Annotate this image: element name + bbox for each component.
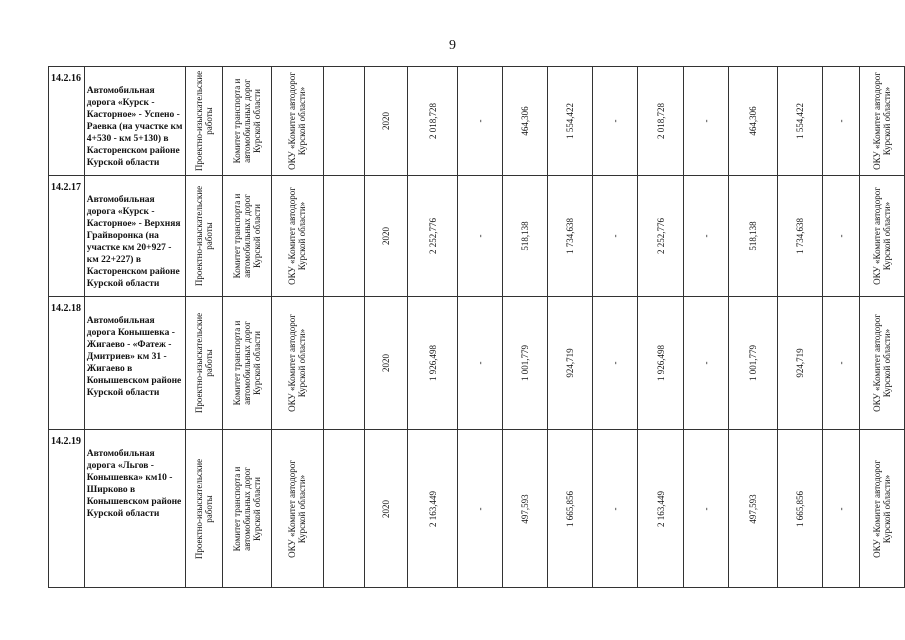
- customer-cell: [223, 176, 272, 297]
- value-8: 1 554,422: [794, 103, 805, 139]
- value-3: 1 554,422: [565, 103, 576, 139]
- work-type-cell: [185, 67, 222, 176]
- value-cell: [822, 67, 859, 176]
- value-9: -: [835, 234, 846, 238]
- work-type-cell: [185, 297, 222, 430]
- value-cell: [777, 297, 822, 430]
- year-cell: [365, 67, 408, 176]
- total-cell: [408, 176, 458, 297]
- value-cell: [458, 297, 503, 430]
- value-cell: [729, 297, 778, 430]
- value-1: -: [475, 119, 486, 123]
- value-cell: [684, 176, 729, 297]
- executor: ОКУ «Комитет автодорог Курской области»: [287, 314, 308, 412]
- responsible-cell: [860, 176, 905, 297]
- value-7: 1 001,779: [748, 345, 759, 381]
- responsible: ОКУ «Комитет автодорог Курской области»: [872, 314, 893, 412]
- value-cell: [729, 67, 778, 176]
- value-cell: [777, 176, 822, 297]
- table-body: [49, 67, 905, 588]
- value-6: -: [701, 119, 712, 123]
- work-type: Проектно-изыскательские работы: [193, 312, 214, 414]
- road-name: Автомобильная дорога «Льгов - Конышевка» км10 - Ширково в Конышевском районе Курской области: [84, 430, 185, 588]
- executor-cell: [271, 430, 323, 588]
- value-cell: [503, 430, 548, 588]
- value-cell: [777, 430, 822, 588]
- value-8: 924,719: [794, 348, 805, 378]
- value-cell: [637, 67, 684, 176]
- value-cell: [503, 176, 548, 297]
- value-2: 464,306: [520, 106, 531, 136]
- value-2: 497,593: [520, 493, 531, 524]
- customer: Комитет транспорта и автомобильных дорог Курской области: [231, 320, 262, 406]
- value-1: -: [475, 361, 486, 365]
- value-cell: [458, 176, 503, 297]
- value-cell: [777, 67, 822, 176]
- value-2: 1 001,779: [520, 345, 531, 381]
- customer-cell: [223, 297, 272, 430]
- total-value: 2 018,728: [427, 103, 438, 139]
- executor: ОКУ «Комитет автодорог Курской области»: [287, 187, 308, 285]
- program-table: [48, 66, 905, 588]
- value-4: -: [609, 119, 620, 123]
- customer: Комитет транспорта и автомобильных дорог Курской области: [231, 193, 262, 279]
- value-cell: [548, 67, 593, 176]
- customer: Комитет транспорта и автомобильных дорог Курской области: [231, 78, 262, 164]
- empty-cell: [323, 430, 364, 588]
- page-number: 9: [449, 38, 456, 53]
- year: 2020: [381, 112, 392, 130]
- work-type-cell: [185, 430, 222, 588]
- value-4: -: [609, 234, 620, 238]
- table-row: [49, 176, 905, 297]
- responsible-cell: [860, 297, 905, 430]
- table-row: [49, 67, 905, 176]
- work-type-cell: [185, 176, 222, 297]
- responsible-cell: [860, 67, 905, 176]
- year-cell: [365, 430, 408, 588]
- empty-cell: [323, 176, 364, 297]
- work-type: Проектно-изыскательские работы: [193, 70, 214, 172]
- responsible: ОКУ «Комитет автодорог Курской области»: [872, 459, 893, 558]
- value-cell: [548, 176, 593, 297]
- value-cell: [637, 176, 684, 297]
- year: 2020: [381, 499, 392, 518]
- work-type: Проектно-изыскательские работы: [193, 185, 214, 287]
- value-6: -: [701, 234, 712, 238]
- value-9: -: [835, 507, 846, 510]
- year: 2020: [381, 227, 392, 245]
- value-cell: [548, 297, 593, 430]
- year-cell: [365, 297, 408, 430]
- road-name: Автомобильная дорога «Курск - Касторное» - Успено - Раевка (на участке км 4+530 - км 5+130) в Касторенском районе Курской области: [84, 67, 185, 176]
- value-5: 1 926,498: [655, 345, 666, 381]
- value-cell: [458, 67, 503, 176]
- value-cell: [684, 297, 729, 430]
- value-7: 464,306: [748, 106, 759, 136]
- value-1: -: [475, 234, 486, 238]
- year: 2020: [381, 354, 392, 372]
- year-cell: [365, 176, 408, 297]
- road-name: Автомобильная дорога Конышевка - Жигаево - «Фатеж - Дмитриев» км 31 - Жигаево в Конышевском районе Курской области: [84, 297, 185, 430]
- table-row: [49, 297, 905, 430]
- responsible: ОКУ «Комитет автодорог Курской области»: [872, 187, 893, 285]
- value-9: -: [835, 361, 846, 365]
- value-3: 1 665,856: [565, 490, 576, 527]
- work-type: Проектно-изыскательские работы: [193, 458, 214, 559]
- value-6: -: [701, 361, 712, 365]
- total-value: 1 926,498: [427, 345, 438, 381]
- value-3: 924,719: [565, 348, 576, 378]
- value-5: 2 163,449: [655, 490, 666, 527]
- value-9: -: [835, 119, 846, 123]
- responsible: ОКУ «Комитет автодорог Курской области»: [872, 72, 893, 170]
- value-cell: [592, 297, 637, 430]
- row-id: 14.2.16: [49, 67, 85, 176]
- value-7: 497,593: [748, 493, 759, 524]
- total-value: 2 252,776: [427, 218, 438, 254]
- value-cell: [637, 297, 684, 430]
- value-5: 2 252,776: [655, 218, 666, 254]
- value-cell: [458, 430, 503, 588]
- value-cell: [637, 430, 684, 588]
- responsible-cell: [860, 430, 905, 588]
- total-cell: [408, 297, 458, 430]
- value-4: -: [609, 507, 620, 510]
- value-cell: [548, 430, 593, 588]
- value-cell: [592, 430, 637, 588]
- value-cell: [729, 176, 778, 297]
- executor: ОКУ «Комитет автодорог Курской области»: [287, 72, 308, 170]
- row-id: 14.2.18: [49, 297, 85, 430]
- value-6: -: [701, 507, 712, 510]
- value-7: 518,138: [748, 221, 759, 251]
- value-4: -: [609, 361, 620, 365]
- row-id: 14.2.19: [49, 430, 85, 588]
- value-cell: [684, 67, 729, 176]
- value-cell: [822, 430, 859, 588]
- value-cell: [592, 176, 637, 297]
- empty-cell: [323, 67, 364, 176]
- value-5: 2 018,728: [655, 103, 666, 139]
- value-cell: [822, 297, 859, 430]
- table-row: [49, 430, 905, 588]
- value-8: 1 734,638: [794, 218, 805, 254]
- value-8: 1 665,856: [794, 490, 805, 527]
- value-cell: [822, 176, 859, 297]
- value-cell: [503, 297, 548, 430]
- value-3: 1 734,638: [565, 218, 576, 254]
- road-name: Автомобильная дорога «Курск - Касторное» - Верхняя Грайворонка (на участке км 20+927 - км 22+227) в Касторенском районе Курской области: [84, 176, 185, 297]
- executor-cell: [271, 67, 323, 176]
- value-cell: [503, 67, 548, 176]
- row-id: 14.2.17: [49, 176, 85, 297]
- empty-cell: [323, 297, 364, 430]
- total-cell: [408, 67, 458, 176]
- value-cell: [592, 67, 637, 176]
- total-value: 2 163,449: [427, 490, 438, 527]
- customer: Комитет транспорта и автомобильных дорог Курской области: [231, 466, 262, 551]
- customer-cell: [223, 430, 272, 588]
- executor-cell: [271, 176, 323, 297]
- value-1: -: [475, 507, 486, 510]
- value-2: 518,138: [520, 221, 531, 251]
- value-cell: [729, 430, 778, 588]
- total-cell: [408, 430, 458, 588]
- value-cell: [684, 430, 729, 588]
- executor-cell: [271, 297, 323, 430]
- customer-cell: [223, 67, 272, 176]
- executor: ОКУ «Комитет автодорог Курской области»: [287, 459, 308, 558]
